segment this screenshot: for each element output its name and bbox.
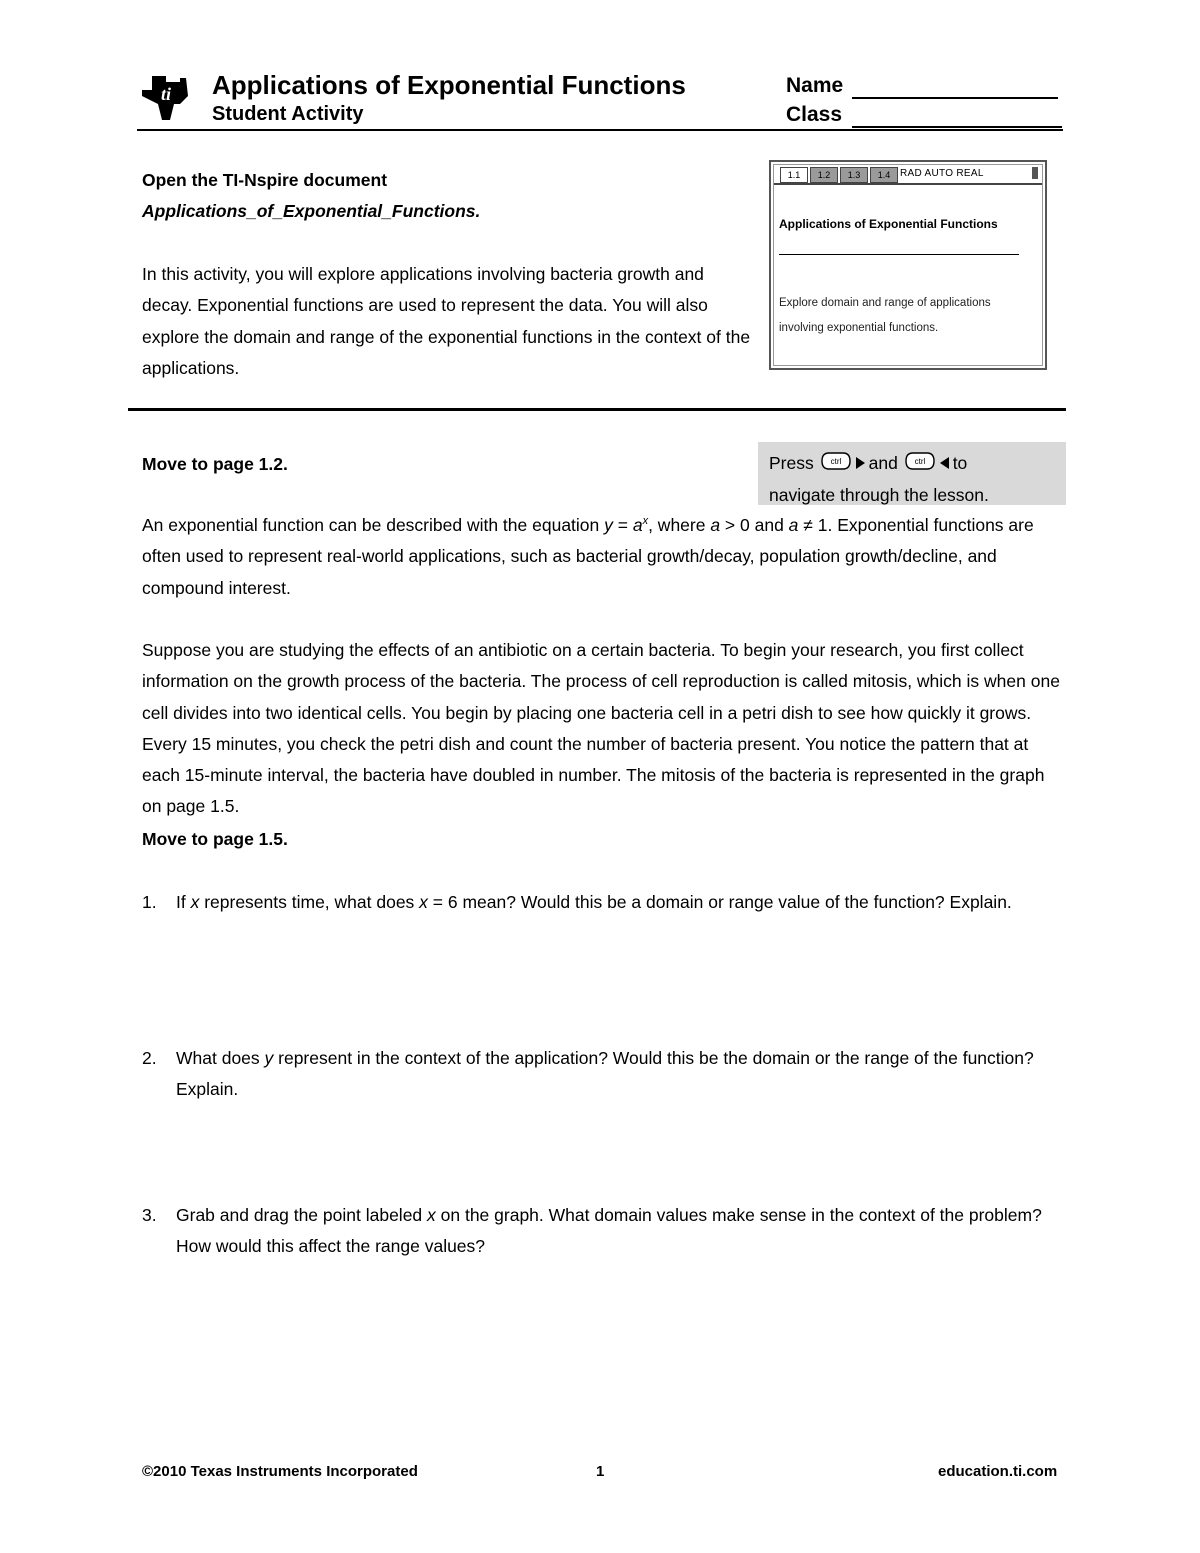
question-2-text: What does y represent in the context of the application? Would this be the domain or the range of the function? Explain. (176, 1048, 1034, 1100)
ctrl-key-icon (903, 449, 937, 469)
open-document-instruction (142, 165, 480, 227)
class-field-line[interactable] (852, 126, 1062, 128)
screen-tab: 1.3 (840, 167, 868, 183)
footer-website: education.ti.com (938, 1463, 1058, 1480)
tip-and: and (868, 453, 898, 473)
tip-to: to (952, 453, 968, 473)
move-to-page-1-5: Move to page 1.5. (142, 829, 288, 849)
ti-logo-icon (140, 74, 190, 122)
tip-press: Press (769, 453, 814, 473)
header-divider (137, 129, 1063, 131)
question-number: 2. (142, 1048, 157, 1068)
navigation-tip (769, 447, 1064, 511)
footer-copyright: ©2010 Texas Instruments Incorporated (142, 1463, 418, 1480)
screen-title: Applications of Exponential Functions (779, 217, 998, 231)
screen-divider (779, 254, 1019, 255)
document-file-name: Applications_of_Exponential_Functions. (142, 201, 481, 221)
question-number: 1. (142, 892, 157, 912)
exponential-definition-paragraph: An exponential function can be described with the equation $y = a^x$, where a > 0 and a ≠ 1. Exponential functions are often used to represent real-world applications, such as bacterial growth/decay, population growth/decline, and compound interest. (142, 515, 1034, 598)
document-title: Applications of Exponential Functions (212, 70, 686, 100)
screen-tab: 1.2 (810, 167, 838, 183)
screen-tab: 1.1 (780, 167, 808, 183)
name-field-line[interactable] (852, 97, 1058, 99)
document-subtitle: Student Activity (212, 103, 364, 125)
svg-text:ti: ti (161, 84, 172, 104)
question-number: 3. (142, 1205, 157, 1225)
footer-page-number: 1 (596, 1463, 605, 1480)
question-1-text: If x represents time, what does x = 6 mean? Would this be a domain or range value of the function? Explain. (176, 892, 1012, 912)
screen-tab-bar (774, 165, 1042, 185)
tip-line-2: navigate through the lesson. (769, 485, 989, 505)
screen-description: Explore domain and range of applications involving exponential functions. (779, 297, 991, 334)
ctrl-key-label: ctrl (830, 457, 841, 466)
name-label: Name (786, 74, 844, 97)
nspire-screen-capture (769, 160, 1047, 370)
right-arrow-icon (856, 457, 865, 469)
section-divider (128, 408, 1066, 411)
navigation-tip-box (758, 442, 1066, 505)
move-to-page-1-2: Move to page 1.2. (142, 454, 288, 474)
question-3-text: Grab and drag the point labeled x on the graph. What domain values make sense in the context of the problem? How would this affect the range values? (176, 1205, 1042, 1257)
bacteria-paragraph: Suppose you are studying the effects of an antibiotic on a certain bacteria. To begin your research, you first collect information on the growth process of the bacteria. The process of cell reproduction is called mitosis, which is when one cell divides into two identical cells. You begin by placing one bacteria cell in a petri dish to see how quickly it grows. Every 15 minutes, you check the petri dish and count the number of bacteria present. You notice the pattern that at each 15-minute interval, the bacteria have doubled in number. The mitosis of the bacteria is represented in the graph on page 1.5. (142, 640, 1060, 817)
ctrl-key-icon (819, 449, 853, 469)
left-arrow-icon (940, 457, 949, 469)
battery-icon (1032, 167, 1038, 179)
open-document-line: Open the TI-Nspire document (142, 170, 388, 190)
screen-status: RAD AUTO REAL (900, 168, 984, 179)
class-label: Class (786, 103, 843, 126)
screen-tab: 1.4 (870, 167, 898, 183)
intro-paragraph: In this activity, you will explore applications involving bacteria growth and decay. Exponential functions are used to represent the data. You will also explore the domain and range of the exponential functions in the context of the applications. (142, 264, 751, 378)
ctrl-key-label: ctrl (914, 457, 926, 466)
